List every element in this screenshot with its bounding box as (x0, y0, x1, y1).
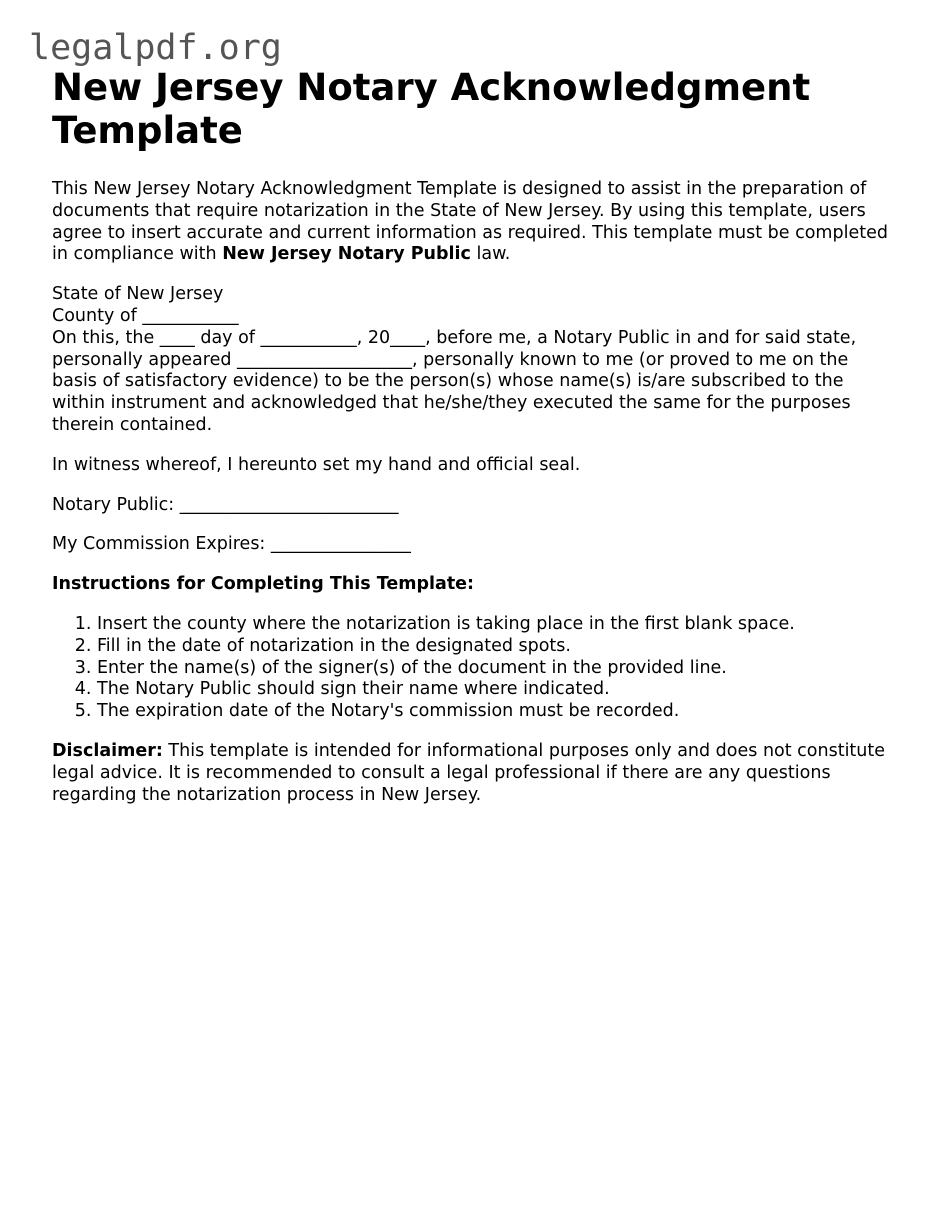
instructions-list (52, 614, 892, 723)
notary-public-signature-line: Notary Public: _________________________ (52, 494, 399, 515)
commission-expires-line: My Commission Expires: ________________ (52, 534, 411, 555)
witness-line: In witness whereof, I hereunto set my hand and official seal. (52, 454, 581, 475)
intro-text: This New Jersey Notary Acknowledgment Template is designed to assist in the preparation of documents that require notarization in the State of New Jersey. By using this template, users agree to insert accurate and current information as required. This template must be completed in compliance with (52, 179, 888, 265)
disclaimer-label: Disclaimer: (52, 740, 163, 761)
watermark: legalpdf.org (29, 28, 282, 68)
intro-paragraph (52, 179, 892, 266)
list-item: 3. Enter the name(s) of the signer(s) of the document in the provided line. (97, 658, 892, 680)
list-item: 2. Fill in the date of notarization in the designated spots. (97, 636, 892, 658)
acknowledgment-statement: On this, the ____ day of ___________, 20____, before me, a Notary Public in and for said state, personally appeared ____________________, personally known to me (or proved to me on the basis of satisfactory evidence) to be the person(s) whose name(s) is/are subscribed to the within instrument and acknowledged that he/she/they executed the same for the purposes therein contained. (52, 327, 857, 435)
list-item: 5. The expiration date of the Notary's commission must be recorded. (97, 701, 892, 723)
document-title: New Jersey Notary Acknowledgment Template (52, 66, 811, 152)
intro-bold-text: New Jersey Notary Public (222, 244, 471, 265)
intro-text-end: law. (470, 244, 511, 265)
disclaimer-paragraph (52, 741, 892, 806)
county-line: County of ___________ (52, 305, 239, 326)
instructions-heading-text: Instructions for Completing This Template: (52, 574, 475, 595)
document-body (52, 66, 892, 806)
disclaimer-text: This template is intended for informational purposes only and does not constitute legal advice. It is recommended to consult a legal professional if there are any questions regarding the notarization process in New Jersey. (52, 740, 886, 805)
list-item: 4. The Notary Public should sign their name where indicated. (97, 679, 892, 701)
state-line: State of New Jersey (52, 284, 224, 305)
instructions-heading (52, 574, 892, 596)
venue-block (52, 284, 892, 437)
list-item: 1. Insert the county where the notarization is taking place in the first blank space. (97, 614, 892, 636)
